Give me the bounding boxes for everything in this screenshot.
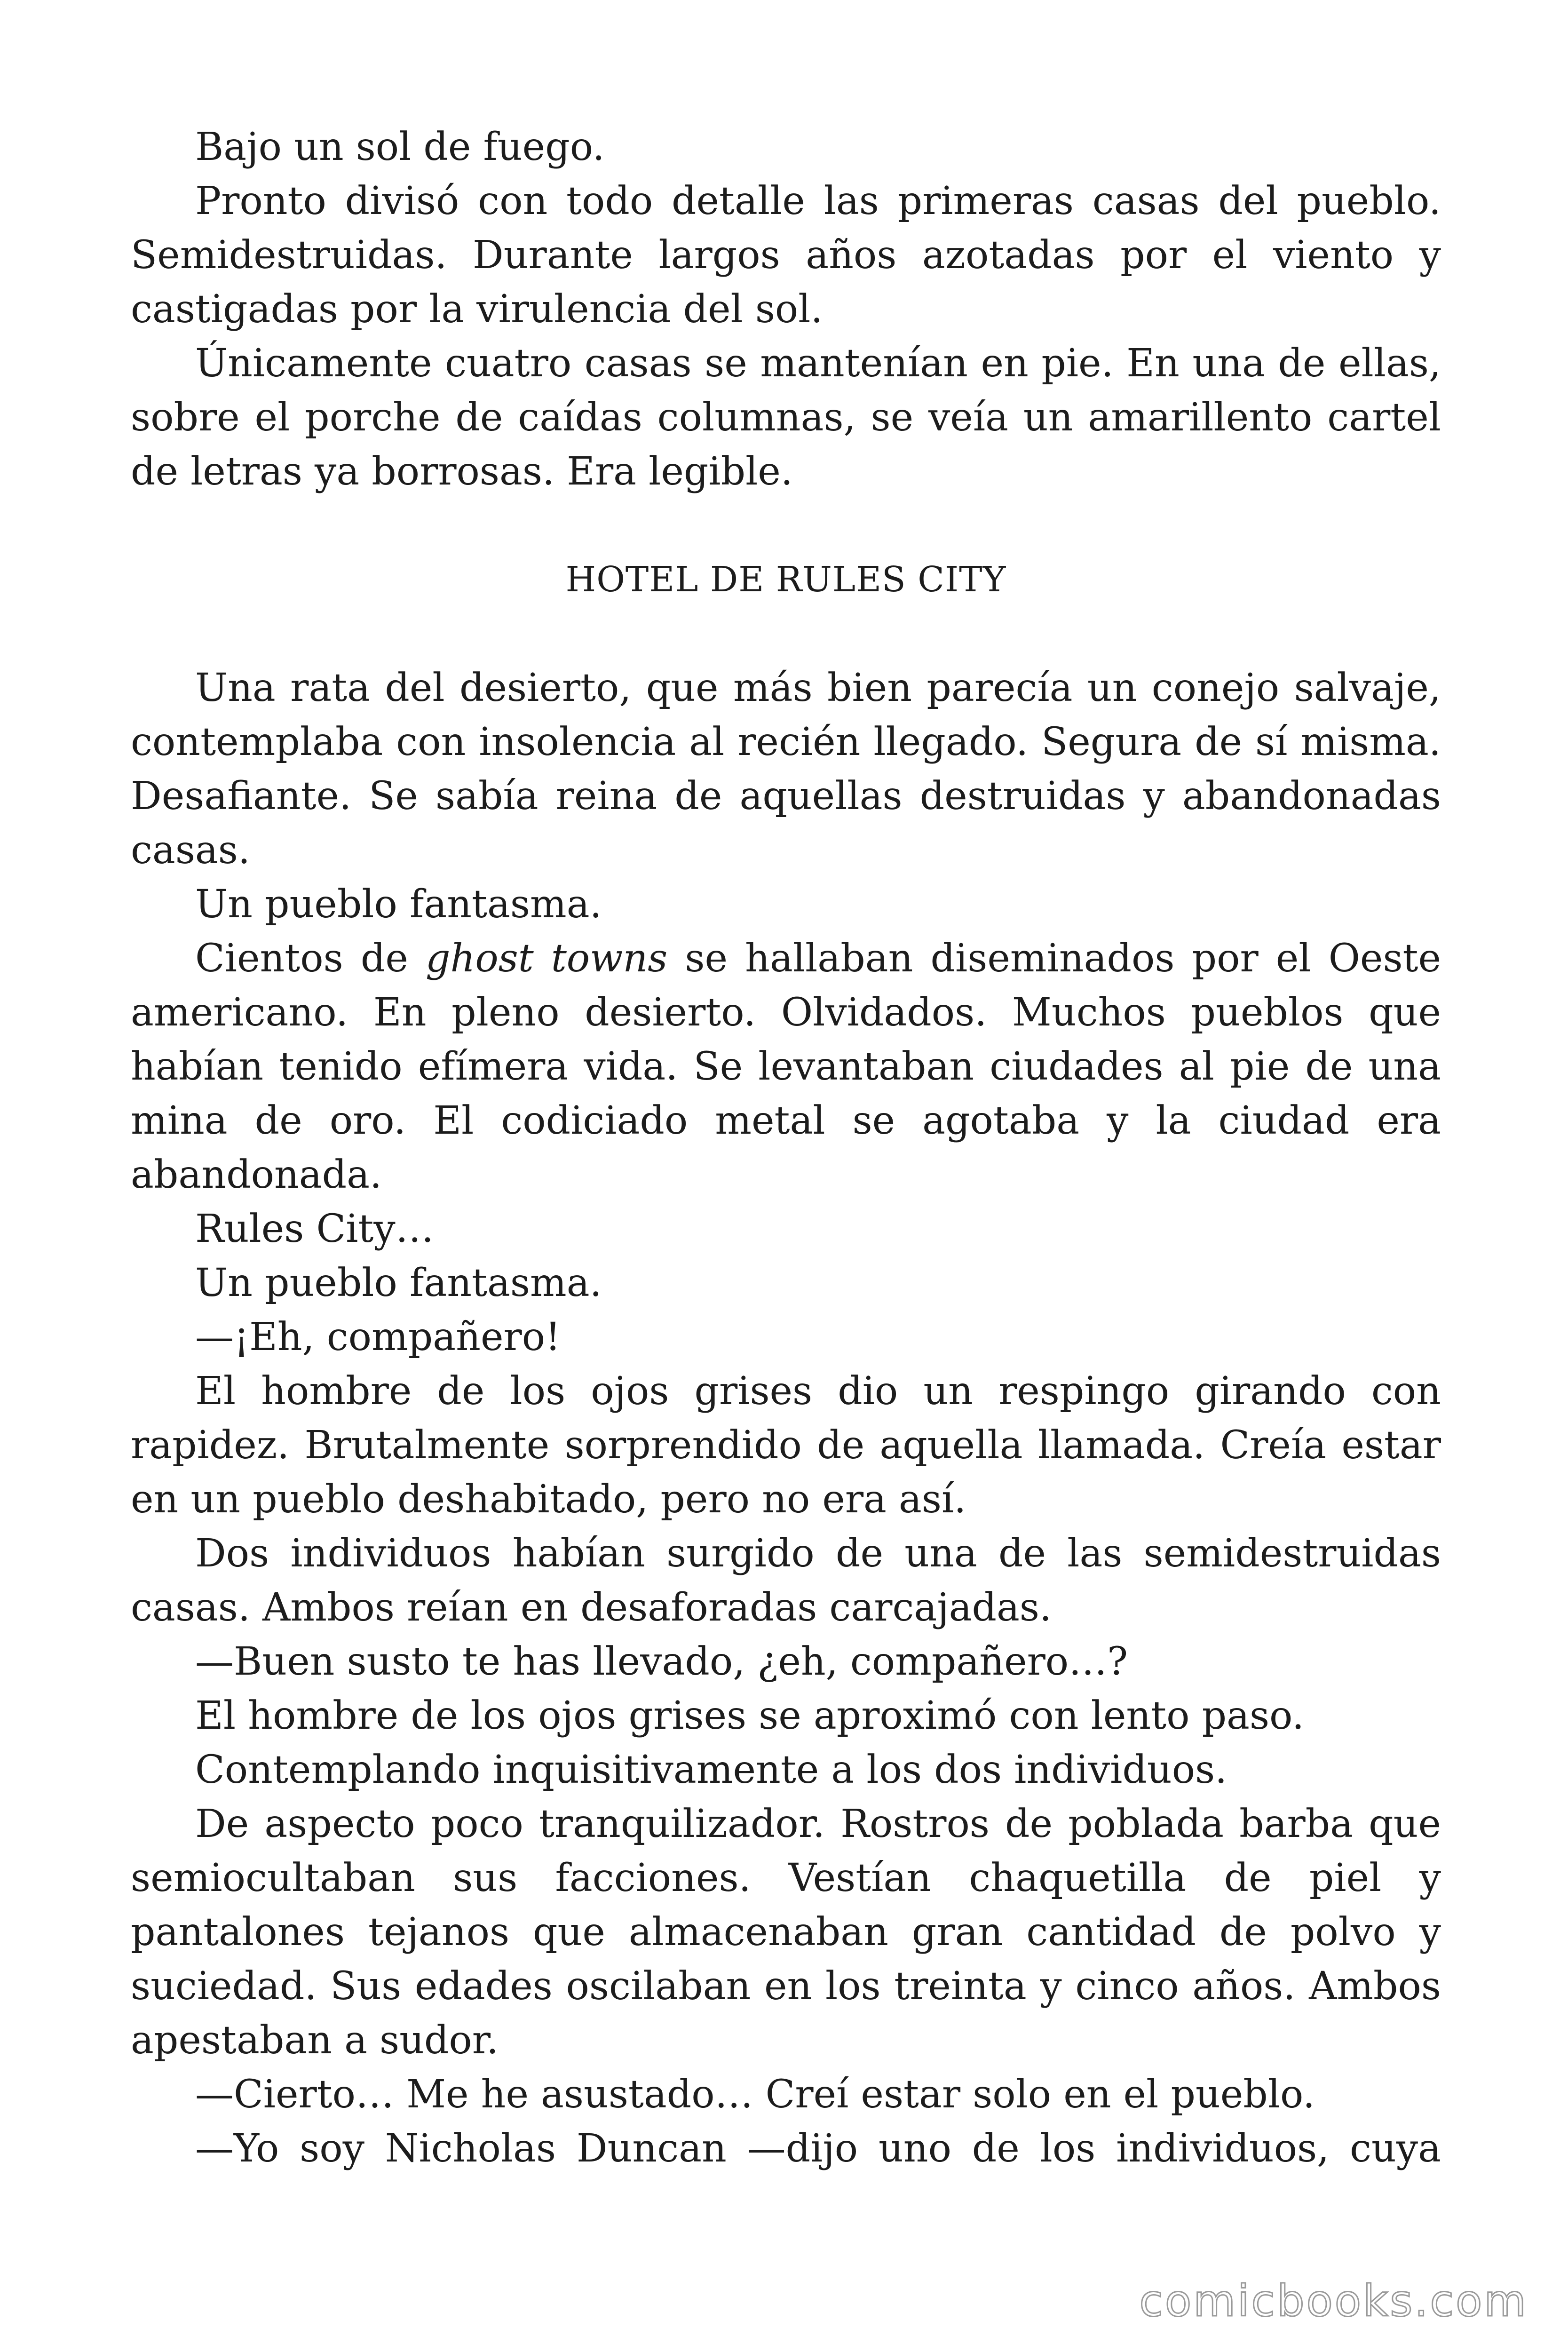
paragraph-ghost-town-repeat: Un pueblo fantasma.	[195, 1261, 602, 1305]
paragraph-contemplating: Contemplando inquisitivamente a los dos individuos.	[195, 1748, 1227, 1792]
paragraph-rules-city: Rules City…	[195, 1207, 434, 1251]
paragraph-four-houses: Únicamente cuatro casas se mantenían en pie. En una de ellas, sobre el porche de caídas columnas, se veía un amarillento cartel de letras ya borrosas. Era legible.	[131, 341, 1441, 494]
paragraph-appearance: De aspecto poco tranquilizador. Rostros de poblada barba que semiocultaban sus facciones. Vestían chaquetilla de piel y pantalones tejanos que almacenaban gran cantidad de polvo y suciedad. Sus edades oscilaban en los treinta y cinco años. Ambos apestaban a sudor.	[131, 1802, 1441, 2063]
watermark-logo: comicbooks.com	[1139, 2276, 1528, 2326]
ghost-towns-text-before: Cientos de	[195, 936, 426, 981]
paragraph-first-houses: Pronto divisó con todo detalle las primeras casas del pueblo. Semidestruidas. Durante largos años azotadas por el viento y castigadas por la virulencia del sol.	[131, 179, 1441, 332]
paragraph-approached: El hombre de los ojos grises se aproximó con lento paso.	[195, 1693, 1305, 1738]
dialogue-eh-companero: —¡Eh, compañero!	[195, 1315, 561, 1359]
dialogue-nicholas-duncan: —Yo soy Nicholas Duncan —dijo uno de los individuos, cuya	[195, 2126, 1441, 2171]
ghost-towns-italic: ghost towns	[426, 936, 668, 981]
paragraph-ghost-town: Un pueblo fantasma.	[195, 882, 602, 927]
ghost-towns-text-after: se hallaban diseminados por el Oeste americano. En pleno desierto. Olvidados. Muchos pueblos que habían tenido efímera vida. Se levantaban ciudades al pie de una mina de oro. El codiciado metal se agotaba y la ciudad era abandonada.	[131, 936, 1441, 1197]
dialogue-cierto: —Cierto… Me he asustado… Creí estar solo en el pueblo.	[195, 2072, 1315, 2117]
paragraph-sun: Bajo un sol de fuego.	[195, 125, 605, 169]
paragraph-grey-eyes-startled: El hombre de los ojos grises dio un respingo girando con rapidez. Brutalmente sorprendido de aquella llamada. Creía estar en un pueblo deshabitado, pero no era así.	[131, 1369, 1441, 1522]
dialogue-buen-susto: —Buen susto te has llevado, ¿eh, compañero…?	[195, 1639, 1128, 1684]
paragraph-desert-rat: Una rata del desierto, que más bien parecía un conejo salvaje, contemplaba con insolencia al recién llegado. Segura de sí misma. Desafiante. Se sabía reina de aquellas destruidas y abandonadas casas.	[131, 666, 1441, 873]
sign-heading: HOTEL DE RULES CITY	[565, 559, 1006, 600]
paragraph-two-individuals: Dos individuos habían surgido de una de las semidestruidas casas. Ambos reían en desaforadas carcajadas.	[131, 1531, 1441, 1630]
book-page	[131, 120, 1441, 2176]
paragraph-ghost-towns	[131, 931, 1441, 1202]
